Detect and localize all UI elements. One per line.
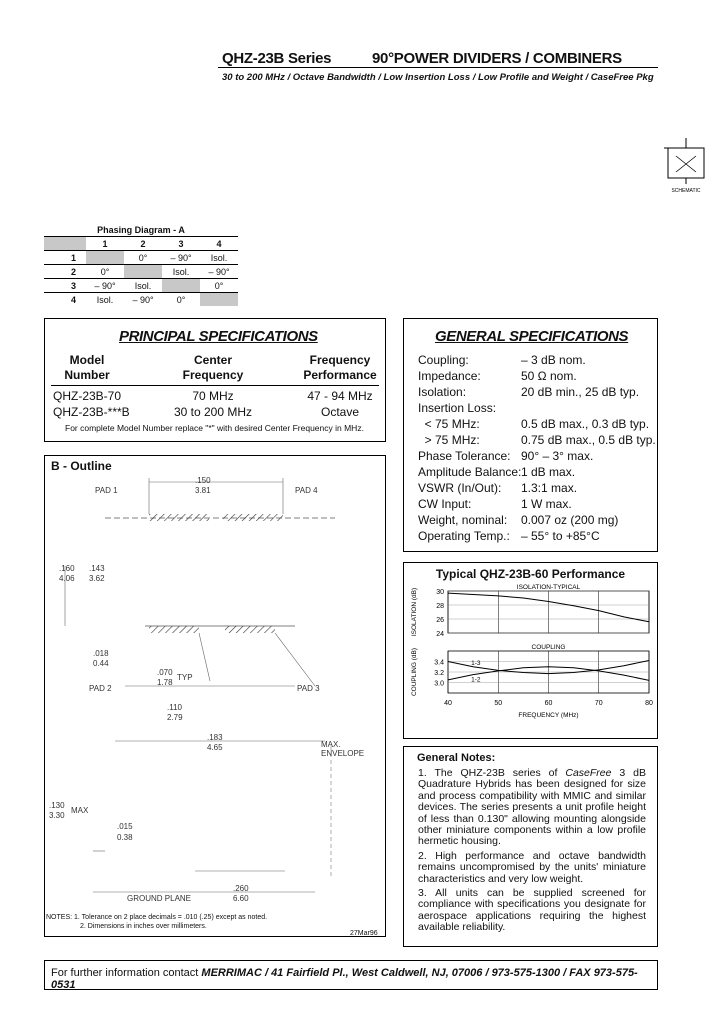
dim-label: .110: [167, 703, 182, 712]
dim-label: .015: [117, 822, 133, 831]
phasing-cell: [124, 265, 162, 279]
model-number-note: For complete Model Number replace "*" with desired Center Frequency in MHz.: [65, 423, 364, 433]
spec-value: 0.007 oz (200 mg): [521, 513, 619, 527]
y-tick-label: 24: [436, 631, 444, 638]
pad-2-label: PAD 2: [89, 684, 112, 693]
dim-label: 6.60: [233, 894, 249, 903]
outline-drawing: [45, 456, 385, 936]
phasing-cell: 0°: [200, 279, 238, 293]
panel-label: COUPLING: [531, 644, 566, 651]
spec-value: 0.75 dB max., 0.5 dB typ.: [521, 433, 656, 447]
phasing-col: 2: [124, 237, 162, 251]
spec-label: Weight, nominal:: [418, 513, 508, 527]
phasing-cell: – 90°: [132, 294, 154, 305]
phasing-title: Phasing Diagram - A: [44, 223, 238, 237]
col-frequency-header: Center Frequency: [182, 353, 244, 382]
spec-value: – 55° to +85°C: [521, 529, 600, 543]
spec-value: 1 dB max.: [521, 465, 576, 479]
x-tick-label: 50: [494, 700, 503, 707]
phasing-cell: 0°: [86, 265, 124, 279]
general-notes-box: [403, 746, 658, 947]
y-tick-label: 3.0: [434, 680, 444, 688]
dim-label: .160: [59, 564, 75, 573]
phasing-cell: 0°: [124, 251, 162, 265]
spec-value: 90° – 3° max.: [521, 449, 594, 463]
y-tick-label: 26: [436, 617, 444, 624]
x-tick-label: 40: [444, 700, 452, 707]
x-tick-label: 70: [594, 700, 603, 707]
footer-contact-details: MERRIMAC / 41 Fairfield Pl., West Caldwell, NJ, 07006 / 973-575-1300 / FAX 973-575-0531: [51, 967, 638, 991]
phasing-row-label: 4: [70, 294, 76, 305]
frequency-cell: 30 to 200 MHz: [173, 405, 253, 419]
spec-label: Coupling:: [418, 353, 469, 367]
dim-label: 2.79: [167, 713, 183, 722]
phasing-cell: – 90°: [86, 279, 124, 293]
x-tick-label: 80: [645, 700, 653, 707]
principal-divider: [51, 385, 379, 386]
series-label: 1-2: [471, 676, 481, 684]
y-axis-label: ISOLATION (dB): [411, 587, 418, 637]
page-title: 90°POWER DIVIDERS / COMBINERS: [372, 50, 622, 67]
dim-label: 1.78: [157, 678, 173, 687]
outline-box: [44, 455, 386, 937]
performance-cell: Octave: [320, 405, 359, 419]
phasing-row-label: 3: [44, 279, 86, 293]
spec-label: > 75 MHz:: [418, 433, 480, 447]
schematic-label: SCHEMATIC: [671, 188, 701, 194]
phasing-cell: Isol.: [162, 265, 200, 279]
notes-title: General Notes:: [417, 752, 496, 764]
page-subtitle: 30 to 200 MHz / Octave Bandwidth / Low Insertion Loss / Low Profile and Weight / CaseFree Pkg: [222, 72, 654, 83]
dim-label: .130: [49, 801, 65, 810]
spec-value: – 3 dB nom.: [521, 353, 586, 367]
ground-plane-label: GROUND PLANE: [127, 894, 192, 903]
phasing-cell: [162, 279, 200, 293]
spec-value: 1 W max.: [521, 497, 572, 511]
phasing-cell: Isol.: [200, 251, 238, 265]
phasing-cell: Isol.: [96, 294, 114, 305]
dim-label: .070: [157, 668, 173, 677]
model-cell: QHZ-23B-70: [53, 389, 122, 403]
spec-value: 1.3:1 max.: [521, 481, 578, 495]
spec-label: Impedance:: [418, 369, 481, 383]
spec-value: 20 dB min., 25 dB typ.: [521, 385, 640, 399]
max-envelope-label: MAX. ENVELOPE: [321, 740, 365, 758]
dim-label: .018: [93, 649, 109, 658]
principal-specs-title: PRINCIPAL SPECIFICATIONS: [119, 328, 318, 345]
dim-label: 3.81: [195, 486, 211, 495]
dim-label: 0.38: [117, 833, 133, 842]
y-tick-label: 3.2: [434, 670, 444, 677]
outline-title: B - Outline: [51, 459, 112, 473]
phasing-cell: 0°: [176, 294, 186, 305]
dim-label: 4.06: [59, 574, 75, 583]
frequency-cell: 70 MHz: [192, 389, 234, 403]
dim-label: 3.62: [89, 574, 105, 583]
spec-label: CW Input:: [418, 497, 472, 511]
model-cell: QHZ-23B-***B: [53, 405, 130, 419]
phasing-row-label: 2: [44, 265, 86, 279]
phasing-col: 4: [200, 237, 238, 251]
pad-4-hatch: [223, 514, 283, 521]
pad-1-hatch: [149, 514, 209, 521]
chart-title: Typical QHZ-23B-60 Performance: [435, 567, 626, 581]
outline-notes: NOTES: 1. Tolerance on 2 place decimals = .010 (.25) except as noted. 2. Dimensions in inches over millimeters.: [46, 914, 268, 930]
spec-value: 0.5 dB max., 0.3 dB typ.: [521, 417, 650, 431]
spec-label: VSWR (In/Out):: [418, 481, 502, 495]
col-model-header: Model Number: [64, 353, 110, 382]
pad-2-hatch: [149, 626, 199, 633]
principal-specs-box: [44, 318, 386, 442]
pad-1-label: PAD 1: [95, 486, 118, 495]
dim-label: MAX: [71, 806, 89, 815]
pad-4-label: PAD 4: [295, 486, 318, 495]
series-title: QHZ-23B Series: [222, 50, 332, 67]
dim-label: .150: [195, 476, 211, 485]
phasing-cell: Isol.: [124, 279, 162, 293]
revision-date: 27Mar96: [350, 930, 378, 937]
spec-label: < 75 MHz:: [418, 417, 480, 431]
phasing-cell: [200, 293, 238, 307]
dim-label: 4.65: [207, 743, 223, 752]
pad-3-label: PAD 3: [297, 684, 320, 693]
dim-label: .183: [207, 733, 223, 742]
note-paragraph-1: 1. The QHZ-23B series of CaseFree 3 dB Quadrature Hybrids has been designed for size and process compatibility with MMIC and similar devices. The series presents a unit profile height of less than 0.130" allowing mounting alongside other miniature components within a low profile hermetic housing.: [418, 767, 646, 848]
phasing-col: 1: [86, 237, 124, 251]
chart-plot: [404, 563, 657, 738]
col-performance-header: Frequency Performance: [303, 353, 377, 382]
pad-3-hatch: [225, 626, 275, 633]
y-tick-label: 30: [436, 589, 444, 596]
performance-cell: 47 - 94 MHz: [307, 389, 373, 403]
phasing-row-label: 1: [44, 251, 86, 265]
header-divider: [218, 67, 658, 68]
y-tick-label: 28: [436, 603, 444, 610]
panel-label: ISOLATION-TYPICAL: [516, 584, 581, 591]
dim-label: 3.30: [49, 811, 65, 820]
note-paragraph-3: 3. All units can be supplied screened for compliance with specifications you designate for aerospace applications requiring the highest available reliability.: [418, 887, 646, 934]
schematic-symbol: [664, 138, 708, 194]
spec-label: Isolation:: [418, 385, 467, 399]
phasing-cell: – 90°: [162, 251, 200, 265]
y-axis-label: COUPLING (dB): [411, 647, 418, 697]
spec-label: Operating Temp.:: [418, 529, 510, 543]
y-tick-label: 3.4: [434, 659, 444, 667]
phasing-table: [44, 223, 238, 306]
phasing-cell: – 90°: [200, 265, 238, 279]
dim-label: 0.44: [93, 659, 109, 668]
footer-contact: [44, 960, 658, 990]
series-label: 1-3: [471, 659, 481, 667]
footer-lead: For further information contact: [51, 967, 202, 979]
spec-label: Phase Tolerance:: [418, 449, 511, 463]
general-specs-title: GENERAL SPECIFICATIONS: [435, 328, 629, 345]
x-axis-label: FREQUENCY (MHz): [518, 712, 579, 719]
phasing-col: 3: [162, 237, 200, 251]
spec-label: Amplitude Balance:: [418, 465, 522, 479]
general-specs-box: [403, 318, 658, 552]
note-paragraph-2: 2. High performance and octave bandwidth remains uncompromised by the units' miniature characteristics and very low weight.: [418, 850, 646, 885]
performance-chart: [403, 562, 658, 739]
phasing-cell: [86, 251, 124, 265]
dim-label: TYP: [177, 673, 193, 682]
x-tick-label: 60: [544, 700, 553, 707]
dim-label: .260: [233, 884, 249, 893]
dim-label: .143: [89, 564, 105, 573]
spec-value: 50 Ω nom.: [521, 369, 577, 383]
spec-label: Insertion Loss:: [418, 401, 497, 415]
